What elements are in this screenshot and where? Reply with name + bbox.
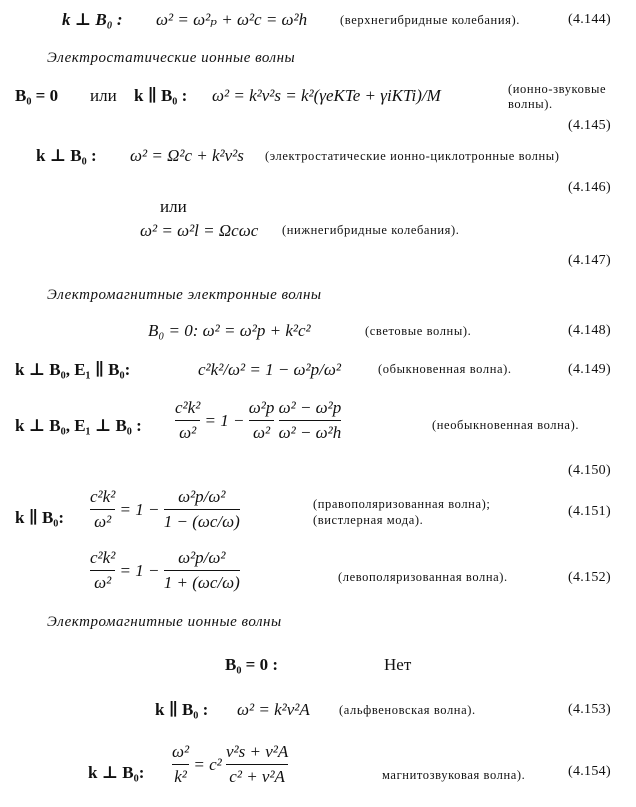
eq-4149-expression: c²k²/ω² = 1 − ω²p/ω² [198,360,341,379]
eq-4145-note-line-2: волны). [508,97,553,111]
eq-4154-number: (4.154) [568,764,611,779]
eq-4153-condition: k ∥ B₀ : [155,700,209,719]
eq-4153-number: (4.153) [568,702,611,717]
eq-net-condition: B₀ = 0 : [225,655,279,674]
eq-4154-expression: $\frac{\text{ω²}}{\text{k²}}$ = c² $\frac{\text{v²s + v²A}}{\text{c² + v²A}}$ [172,742,289,786]
eq-4146-expression: ω² = Ω²c + k²v²s [130,146,244,165]
eq-4145-or: или [90,86,117,105]
eq-4151-number: (4.151) [568,504,611,519]
section-heading-electrostatic-ion: Электростатические ионные волны [47,50,296,66]
eq-4144-expression: ω² = ω²ₚ + ω²c = ω²h [156,10,308,29]
eq-4150-expression: $\frac{\text{c²k²}}{\text{ω²}}$ = 1 − $\frac{\text{ω²p}}{\text{ω²}}$ $\frac{\text{ω² − ω²p}}{\text{ω² − ω²h}}$ [175,398,342,442]
eq-4152-note: (левополяризованная волна). [338,570,508,584]
eq-4145-note-line-1: (ионно-звуковые [508,82,607,96]
eq-4146-condition: k ⊥ B₀ : [36,146,97,165]
eq-4152-number: (4.152) [568,570,611,585]
eq-4151-note-line-1: (правополяризованная волна); [313,497,491,511]
eq-4153-note: (альфвеновская волна). [339,703,476,717]
eq-4149-condition: k ⊥ B₀, E₁ ∥ B₀: [15,360,131,379]
eq-4150-number: (4.150) [568,463,611,478]
eq-4151-fraction-1: $\frac{\text{c²k²}}{\text{ω²}}$ [90,487,116,531]
eq-4150-fraction-2: $\frac{\text{ω²p}}{\text{ω²}}$ [248,398,275,442]
eq-4147-expression: ω² = ω²l = Ωcωc [140,221,259,240]
section-heading-em-electron: Электромагнитные электронные волны [47,287,322,303]
eq-4151-expression: $\frac{\text{c²k²}}{\text{ω²}}$ = 1 − $\frac{\text{ω²p/ω²}}{1 - (\omega c/\omega)}$ [90,487,240,531]
eq-4147-or: или [160,197,187,216]
eq-4147-number: (4.147) [568,253,611,268]
eq-4149-note: (обыкновенная волна). [378,362,512,376]
eq-4145-number: (4.145) [568,118,611,133]
eq-4152-fraction-1: $\frac{\text{c²k²}}{\text{ω²}}$ [90,548,116,592]
eq-4144-condition: k ⊥ B₀ : [62,10,123,29]
eq-4154-fraction-2: $\frac{\text{v²s + v²A}}{\text{c² + v²A}}$ [225,742,289,786]
eq-4145-condition-2: k ∥ B₀ : [134,86,188,105]
eq-4152-fraction-2: $\frac{\text{ω²p/ω²}}{1 + (\omega c/\omega)}$ [163,548,240,592]
eq-4146-number: (4.146) [568,180,611,195]
eq-4148-note: (световые волны). [365,324,472,338]
section-heading-em-ion: Электромагнитные ионные волны [47,614,282,630]
eq-4150-condition: k ⊥ B₀, E₁ ⊥ B₀ : [15,416,142,435]
eq-4145-expression: ω² = k²v²s = k²(γeKTe + γiKTi)/M [212,86,441,105]
eq-4154-note: магнитозвуковая волна). [382,768,526,782]
eq-4152-expression: $\frac{\text{c²k²}}{\text{ω²}}$ = 1 − $\frac{\text{ω²p/ω²}}{1 + (\omega c/\omega)}$ [90,548,240,592]
eq-4147-note: (нижнегибридные колебания). [282,223,460,237]
eq-4148-expression: B₀ = 0: ω² = ω²p + k²c² [148,321,311,340]
eq-4154-fraction-1: $\frac{\text{ω²}}{\text{k²}}$ [172,742,190,786]
eq-4151-condition: k ∥ B₀: [15,508,65,527]
eq-4153-expression: ω² = k²v²A [237,700,310,719]
eq-4150-fraction-3: $\frac{\text{ω² − ω²p}}{\text{ω² − ω²h}}$ [278,398,342,442]
eq-4145-condition-1: B₀ = 0 [15,86,59,105]
eq-4144-number: (4.144) [568,12,611,27]
eq-4144-note: (верхнегибридные колебания). [340,13,520,27]
eq-4149-number: (4.149) [568,362,611,377]
eq-4150-note: (необыкновенная волна). [432,418,580,432]
eq-4151-note-line-2: (вистлерная мода). [313,513,424,527]
eq-4148-number: (4.148) [568,323,611,338]
eq-4150-fraction-1: $\frac{\text{c²k²}}{\text{ω²}}$ [175,398,201,442]
eq-4154-condition: k ⊥ B₀: [88,763,145,782]
eq-net-text: Нет [384,655,412,674]
eq-4146-note: (электростатические ионно-циклотронные волны) [265,149,560,163]
eq-4151-fraction-2: $\frac{\text{ω²p/ω²}}{1 - (\omega c/\omega)}$ [163,487,240,531]
